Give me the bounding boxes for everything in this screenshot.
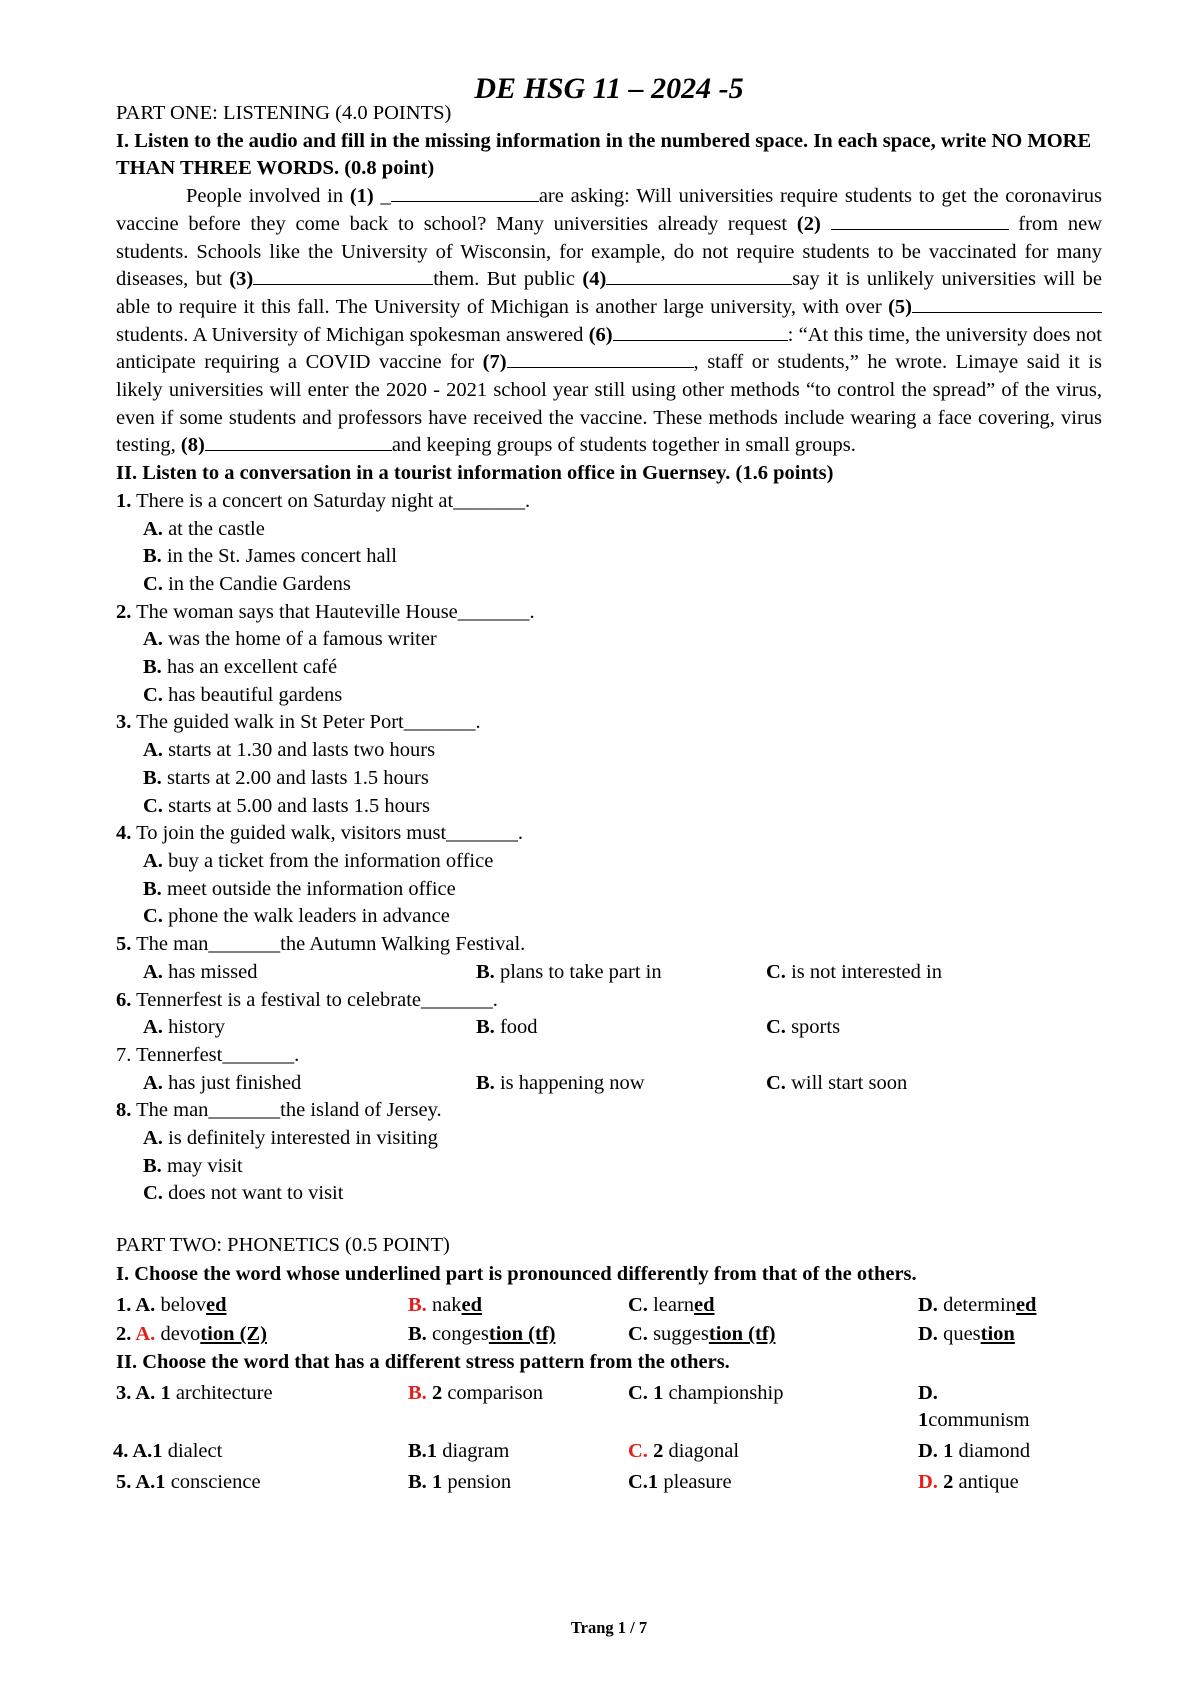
option-letter: B. bbox=[143, 1154, 162, 1177]
passage-text: from new students. Schools like the University of Wisconsin, for example, do not require students to be vaccinated for many diseases, but bbox=[116, 212, 1103, 291]
option-text: at the castle bbox=[162, 517, 265, 540]
pronunciation-questions bbox=[116, 1291, 1102, 1349]
answer-option bbox=[116, 682, 1102, 710]
option-letter: A. bbox=[135, 1323, 156, 1346]
stress-row bbox=[116, 1469, 1102, 1496]
answer-option bbox=[143, 1070, 476, 1098]
option-letter: A. bbox=[143, 849, 163, 872]
question-stem bbox=[116, 1097, 1102, 1125]
option-text: phone the walk leaders in advance bbox=[162, 905, 450, 928]
question-text: There is a concert on Saturday night at_______. bbox=[131, 489, 531, 512]
question-text: Tennerfest_______. bbox=[131, 1043, 300, 1066]
word-stem: devo bbox=[155, 1323, 201, 1346]
option-letter: C. bbox=[143, 794, 163, 817]
answer-option bbox=[116, 571, 1102, 599]
answer-blank bbox=[831, 211, 1009, 230]
answer-option bbox=[476, 1014, 766, 1042]
answer-option bbox=[476, 959, 766, 987]
answer-blank bbox=[205, 432, 392, 451]
option-text: plans to take part in bbox=[494, 960, 662, 983]
underlined-part: ed bbox=[1015, 1294, 1037, 1317]
word-stem: nak bbox=[426, 1294, 462, 1317]
blank-number: (5) bbox=[888, 295, 912, 318]
blank-number: (3) bbox=[229, 268, 254, 291]
pronunciation-option bbox=[408, 1291, 628, 1320]
option-text: may visit bbox=[161, 1154, 243, 1177]
stress-option bbox=[113, 1438, 408, 1465]
question-number: 1. bbox=[116, 489, 132, 512]
option-letter: B. bbox=[143, 766, 162, 789]
option-letter: B. bbox=[408, 1323, 427, 1346]
option-text: has an excellent café bbox=[161, 656, 338, 679]
word: pleasure bbox=[658, 1471, 732, 1494]
stress-syllable-number: 2 bbox=[426, 1382, 443, 1405]
page-number: Trang 1 / 7 bbox=[570, 1618, 648, 1637]
question-text: To join the guided walk, visitors must_______. bbox=[131, 822, 524, 845]
answer-option bbox=[476, 1070, 766, 1098]
stress-option bbox=[918, 1469, 1102, 1496]
option-letter: B. bbox=[408, 1382, 427, 1405]
stress-option bbox=[628, 1438, 918, 1465]
stress-row bbox=[116, 1380, 1102, 1434]
stress-option bbox=[918, 1380, 1102, 1434]
answer-option bbox=[766, 959, 1129, 987]
passage-text: People involved in bbox=[186, 185, 350, 208]
option-letter: D. bbox=[918, 1323, 938, 1346]
option-letter: C. bbox=[143, 1182, 163, 1205]
option-text: meet outside the information office bbox=[161, 877, 456, 900]
option-text: starts at 2.00 and lasts 1.5 hours bbox=[161, 766, 429, 789]
option-letter: C. bbox=[628, 1294, 648, 1317]
passage-text: are asking: Will universities require students to get the coronavirus vaccine before they come back to school? Many universities already request bbox=[116, 185, 1102, 235]
word-stem: conges bbox=[426, 1323, 489, 1346]
option-letter: C. bbox=[766, 960, 786, 983]
answer-option bbox=[116, 516, 1102, 544]
answer-option bbox=[116, 737, 1102, 765]
passage-text: students. A University of Michigan spokesman answered bbox=[116, 323, 589, 346]
blank-number: (7) bbox=[482, 351, 507, 374]
question-number: 5. bbox=[116, 933, 132, 956]
answer-blank bbox=[253, 266, 433, 285]
question-stem bbox=[116, 599, 1102, 627]
option-letter: A. bbox=[143, 628, 163, 651]
answer-blank bbox=[613, 322, 788, 341]
option-letter: A. bbox=[143, 1127, 163, 1150]
stress-option bbox=[116, 1380, 408, 1434]
option-text: has missed bbox=[162, 960, 258, 983]
answer-blank bbox=[507, 349, 694, 368]
option-letter: 3. A. bbox=[116, 1382, 156, 1405]
question-stem bbox=[116, 488, 1102, 516]
stress-option bbox=[116, 1469, 408, 1496]
pronunciation-row bbox=[116, 1291, 1102, 1320]
option-letter: C. bbox=[766, 1071, 786, 1094]
option-text: does not want to visit bbox=[162, 1182, 344, 1205]
option-letter: A. bbox=[143, 1016, 163, 1039]
passage-text: them. But public bbox=[433, 268, 583, 291]
blank-number: (6) bbox=[588, 323, 613, 346]
option-letter: C. bbox=[766, 1016, 786, 1039]
word: championship bbox=[663, 1382, 784, 1405]
pronunciation-option bbox=[408, 1320, 628, 1349]
option-text: food bbox=[494, 1016, 538, 1039]
answer-option bbox=[116, 626, 1102, 654]
word-stem: ques bbox=[937, 1323, 981, 1346]
option-text: starts at 5.00 and lasts 1.5 hours bbox=[162, 794, 430, 817]
stress-option bbox=[408, 1438, 628, 1465]
listening-passage bbox=[116, 183, 1102, 460]
word-stem: belov bbox=[155, 1294, 206, 1317]
answer-option bbox=[116, 765, 1102, 793]
option-letter: D. bbox=[918, 1471, 938, 1494]
stress-syllable-number: 1 bbox=[155, 1382, 171, 1405]
question-stem bbox=[116, 709, 1102, 737]
option-text: buy a ticket from the information office bbox=[162, 849, 494, 872]
stress-row bbox=[113, 1438, 1102, 1465]
answer-option bbox=[143, 1014, 476, 1042]
answer-option bbox=[766, 1014, 1129, 1042]
blank-number: (2) bbox=[796, 212, 821, 235]
underlined-part: tion (tf) bbox=[488, 1323, 556, 1346]
question-text: The man_______the island of Jersey. bbox=[131, 1099, 442, 1122]
option-letter: A. bbox=[143, 517, 163, 540]
option-letter: B. bbox=[143, 877, 162, 900]
pronunciation-option bbox=[628, 1320, 918, 1349]
question-text: The man_______the Autumn Walking Festival. bbox=[131, 933, 526, 956]
word: diagram bbox=[437, 1440, 510, 1463]
answer-option bbox=[116, 1153, 1102, 1181]
passage-text: and keeping groups of students together in small groups. bbox=[391, 434, 856, 457]
option-text: is definitely interested in visiting bbox=[162, 1127, 438, 1150]
pronunciation-row bbox=[116, 1320, 1102, 1349]
question-stem bbox=[116, 931, 1102, 959]
part-one-heading: PART ONE: LISTENING (4.0 POINTS) bbox=[116, 102, 452, 124]
option-letter: 1. A. bbox=[116, 1294, 156, 1317]
stress-syllable-number: 2 bbox=[647, 1440, 664, 1463]
option-text: has just finished bbox=[162, 1071, 302, 1094]
question-number: 2. bbox=[116, 1323, 136, 1346]
option-letter: B. bbox=[143, 656, 162, 679]
underlined-part: tion (Z) bbox=[200, 1323, 267, 1346]
option-text: starts at 1.30 and lasts two hours bbox=[162, 739, 436, 762]
word-stem: sugges bbox=[647, 1323, 709, 1346]
option-letter: C. bbox=[143, 572, 163, 595]
word: comparison bbox=[442, 1382, 543, 1405]
answer-option bbox=[116, 543, 1102, 571]
underlined-part: tion (tf) bbox=[708, 1323, 776, 1346]
stress-syllable-number: 1 bbox=[918, 1409, 929, 1432]
blank-number: (8) bbox=[180, 434, 205, 457]
option-letter: B. bbox=[408, 1471, 427, 1494]
question-text: The guided walk in St Peter Port_______. bbox=[131, 711, 481, 734]
stress-syllable-number: 1 bbox=[647, 1382, 664, 1405]
option-text: is not interested in bbox=[785, 960, 942, 983]
option-letter: A. bbox=[143, 1071, 163, 1094]
stress-option bbox=[408, 1469, 628, 1496]
passage-text: : “At this time, the university does not anticipate requiring a COVID vaccine for bbox=[116, 323, 1102, 374]
option-letter: 5. A.1 bbox=[116, 1471, 166, 1494]
option-text: is happening now bbox=[494, 1071, 645, 1094]
option-text: history bbox=[162, 1016, 226, 1039]
stress-syllable-number: 1 bbox=[426, 1471, 443, 1494]
listening-section-i-heading: I. Listen to the audio and fill in the missing information in the numbered space. In each space, write NO MORE THAN THREE WORDS. (0.8 point) bbox=[116, 129, 1092, 180]
word: communism bbox=[928, 1409, 1030, 1432]
option-text: in the St. James concert hall bbox=[161, 545, 397, 568]
answer-option bbox=[116, 876, 1102, 904]
answer-option bbox=[116, 1125, 1102, 1153]
option-text: in the Candie Gardens bbox=[162, 572, 351, 595]
option-letter: B. bbox=[476, 1071, 495, 1094]
passage-text: say it is unlikely universities will be able to require it this fall. The University of Michigan is another large university, with over bbox=[116, 268, 1102, 318]
word-stem: determin bbox=[937, 1294, 1016, 1317]
question-number: 2. bbox=[116, 600, 132, 623]
answer-option bbox=[116, 654, 1102, 682]
part-one-section bbox=[116, 100, 1102, 1208]
word: diagonal bbox=[663, 1440, 740, 1463]
passage-text bbox=[821, 213, 831, 235]
option-letter: D. bbox=[918, 1382, 938, 1405]
option-letter: C. bbox=[628, 1440, 648, 1463]
answer-option bbox=[766, 1070, 1129, 1098]
question-number: 4. bbox=[116, 822, 132, 845]
question-number: 3. bbox=[116, 711, 132, 734]
pronunciation-option bbox=[918, 1320, 1102, 1349]
question-number: 7. bbox=[116, 1043, 132, 1066]
question-list bbox=[116, 488, 1102, 1208]
part-two-section bbox=[113, 1232, 1102, 1496]
word: pension bbox=[442, 1471, 512, 1494]
stress-option bbox=[628, 1469, 918, 1496]
option-text: has beautiful gardens bbox=[162, 683, 343, 706]
answer-option bbox=[116, 903, 1102, 931]
option-row bbox=[116, 1070, 1102, 1098]
stress-option bbox=[628, 1380, 918, 1434]
question-text: The woman says that Hauteville House_______. bbox=[131, 600, 535, 623]
question-stem bbox=[116, 820, 1102, 848]
pronunciation-option bbox=[918, 1291, 1102, 1320]
word-stem: learn bbox=[647, 1294, 695, 1317]
option-letter: C. bbox=[628, 1323, 648, 1346]
option-letter: B. bbox=[476, 960, 495, 983]
part-two-heading: PART TWO: PHONETICS (0.5 POINT) bbox=[116, 1234, 450, 1256]
option-row bbox=[116, 1014, 1102, 1042]
option-letter: D. bbox=[918, 1294, 938, 1317]
word: dialect bbox=[162, 1440, 223, 1463]
stress-syllable-number: 2 bbox=[937, 1471, 954, 1494]
listening-section-ii-heading: II. Listen to a conversation in a tourist information office in Guernsey. (1.6 points) bbox=[116, 462, 834, 485]
pronunciation-option bbox=[116, 1291, 408, 1320]
phonetics-section-ii-heading: II. Choose the word that has a different stress pattern from the others. bbox=[116, 1351, 730, 1374]
option-letter: C.1 bbox=[628, 1471, 659, 1494]
answer-blank bbox=[391, 183, 539, 202]
question-text: Tennerfest is a festival to celebrate_______. bbox=[131, 988, 498, 1011]
underlined-part: ed bbox=[694, 1294, 715, 1317]
option-letter: B. bbox=[143, 545, 162, 568]
question-stem bbox=[116, 1042, 1102, 1070]
answer-option bbox=[116, 1180, 1102, 1208]
pronunciation-option bbox=[116, 1320, 408, 1349]
word: antique bbox=[953, 1471, 1019, 1494]
question-stem bbox=[116, 987, 1102, 1015]
underlined-part: ed bbox=[205, 1294, 227, 1317]
option-text: will start soon bbox=[785, 1071, 908, 1094]
passage-text: _ bbox=[373, 185, 391, 208]
option-letter: A. bbox=[143, 739, 163, 762]
stress-option bbox=[918, 1438, 1102, 1465]
option-letter: 4. A.1 bbox=[113, 1440, 163, 1463]
stress-option bbox=[408, 1380, 628, 1434]
option-letter: B.1 bbox=[408, 1440, 438, 1463]
blank-number: (1) bbox=[349, 185, 374, 208]
stress-questions bbox=[113, 1380, 1102, 1496]
answer-blank bbox=[912, 294, 1102, 313]
word: architecture bbox=[170, 1382, 273, 1405]
question-number: 8. bbox=[116, 1099, 132, 1122]
option-letter: D. bbox=[918, 1440, 938, 1463]
answer-blank bbox=[606, 266, 792, 285]
question-number: 6. bbox=[116, 988, 132, 1011]
option-letter: C. bbox=[628, 1382, 648, 1405]
option-letter: C. bbox=[143, 683, 163, 706]
underlined-part: tion bbox=[980, 1323, 1015, 1346]
blank-number: (4) bbox=[582, 268, 607, 291]
option-text: sports bbox=[785, 1016, 841, 1039]
answer-option bbox=[116, 793, 1102, 821]
pronunciation-option bbox=[628, 1291, 918, 1320]
word: conscience bbox=[165, 1471, 261, 1494]
answer-option bbox=[116, 848, 1102, 876]
phonetics-section-i-heading: I. Choose the word whose underlined part is pronounced differently from that of the others. bbox=[116, 1262, 917, 1285]
document-title: DE HSG 11 – 2024 -5 bbox=[474, 72, 744, 105]
word: diamond bbox=[953, 1440, 1031, 1463]
stress-syllable-number: 1 bbox=[937, 1440, 954, 1463]
option-row bbox=[116, 959, 1102, 987]
passage-text: , staff or students,” he wrote. Limaye said it is likely universities will enter the 2020 - 2021 school year still using other methods “to control the spread” of the virus, even if some students and professors have received the vaccine. These methods include wearing a face covering, virus testing, bbox=[116, 351, 1102, 457]
option-letter: A. bbox=[143, 960, 163, 983]
option-text: was the home of a famous writer bbox=[162, 628, 437, 651]
underlined-part: ed bbox=[461, 1294, 483, 1317]
option-letter: C. bbox=[143, 905, 163, 928]
option-letter: B. bbox=[408, 1294, 427, 1317]
option-letter: B. bbox=[476, 1016, 495, 1039]
answer-option bbox=[143, 959, 476, 987]
